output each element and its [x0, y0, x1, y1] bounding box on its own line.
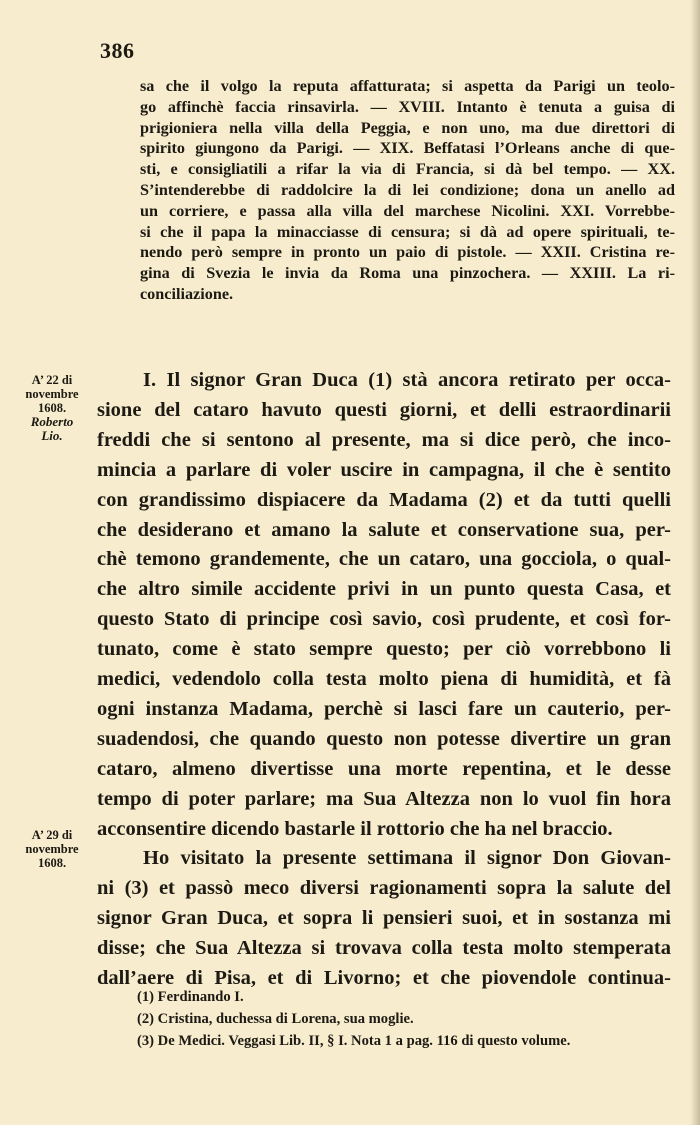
margin-note-date-1 [16, 373, 88, 443]
summary-line: sti, e consigliatili a rifar la via di Francia, si dà bel tempo. — XX. [140, 160, 675, 179]
body-line: freddi che si sentono al presente, ma si dice però, che inco- [97, 428, 671, 451]
summary-line: S’intenderebbe di raddolcire la di lei condizione; dona un anello ad [140, 180, 675, 199]
summary-line: go affinchè faccia rinsavirla. — XVIII. Intanto è tenuta a guisa di [140, 97, 675, 116]
margin-note-line: novembre [25, 387, 79, 401]
body-line: dall’aere di Pisa, et di Livorno; et che piovendole continua- [97, 966, 671, 989]
paragraph-1 [97, 366, 671, 845]
summary-line: sa che il volgo la reputa affatturata; si aspetta da Parigi un teolo- [140, 77, 675, 95]
margin-note-line: novembre [25, 842, 79, 856]
margin-note-line: 1608. [37, 856, 67, 870]
summary-line: si che il papa la minacciasse di censura; si dà ad opere spirituali, te- [140, 222, 675, 241]
body-line: I. Il signor Gran Duca (1) stà ancora retirato per occa- [143, 369, 671, 391]
body-line: ni (3) et passò meco diversi ragionamenti sopra la salute del [97, 876, 671, 899]
margin-note-date-2 [16, 828, 88, 870]
body-line: suadendosi, che quando questo non potesse divertire un gran [97, 727, 671, 750]
body-line: cataro, almeno divertisse una morte repentina, et le desse [97, 757, 671, 780]
footnote: (2) Cristina, duchessa di Lorena, sua moglie. [137, 1011, 414, 1027]
chapter-summary [140, 76, 675, 305]
body-line: signor Gran Duca, et sopra li pensieri suoi, et in sostanza mi [97, 906, 671, 929]
paragraph-2 [97, 844, 671, 994]
body-line: chè temono grandemente, che un cataro, una gocciola, o qual- [97, 548, 671, 571]
body-line: tempo di poter parlare; ma Sua Altezza non lo vuol fin hora [97, 787, 671, 810]
summary-line: prigioniera nella villa della Peggia, e non uno, ma due direttori di [140, 118, 675, 137]
body-line: medici, vedendolo colla testa molto piena di humidità, et fà [97, 668, 671, 691]
footnotes [137, 986, 677, 1052]
margin-note-line: A’ 22 di [31, 373, 73, 387]
summary-line: gina di Svezia le invia da Roma una pinzochera. — XXIII. La ri- [140, 264, 675, 283]
margin-note-author: Roberto [30, 414, 74, 429]
footnote: (3) De Medici. Veggasi Lib. II, § I. Nota 1 a pag. 116 di questo volume. [137, 1033, 571, 1049]
page-edge-shadow [690, 0, 700, 1125]
body-line: mincia a parlare di voler uscire in campagna, il che è sentito [97, 458, 671, 481]
body-line: tunato, come è stato sempre questo; per ciò vorrebbono li [97, 638, 671, 661]
summary-line: un corriere, e passa alla villa del marchese Nicolini. XXI. Vorrebbe- [140, 201, 675, 220]
summary-line: conciliazione. [140, 284, 234, 303]
body-line: che altro simile accidente privi in un punto questa Casa, et [97, 578, 671, 601]
body-line: sione del cataro havuto questi giorni, et delli estraordinarii [97, 398, 671, 421]
summary-line: spirito giungono da Parigi. — XIX. Beffatasi l’Orleans anche di que- [140, 139, 675, 158]
summary-line: nendo però sempre in pronto un paio di pistole. — XXII. Cristina re- [140, 243, 675, 262]
body-line: ogni instanza Madama, perchè si lasci fare un cauterio, per- [97, 697, 671, 720]
body-line: Ho visitato la presente settimana il signor Don Giovan- [143, 847, 671, 869]
page-number: 386 [100, 38, 135, 63]
body-line: con grandissimo dispiacere da Madama (2) et da tutti quelli [97, 488, 671, 511]
body-line: che desiderano et amano la salute et conservatione sua, per- [97, 518, 671, 541]
margin-note-line: 1608. [37, 401, 67, 415]
body-line: acconsentire dicendo bastarle il rottorio che ha nel braccio. [97, 817, 613, 840]
margin-note-author: Lio. [41, 428, 63, 443]
margin-note-line: A’ 29 di [31, 828, 73, 842]
footnote: (1) Ferdinando I. [137, 989, 244, 1005]
body-line: disse; che Sua Altezza si trovava colla testa molto stemperata [97, 936, 671, 959]
body-line: questo Stato di principe così savio, così prudente, et così for- [97, 608, 671, 631]
